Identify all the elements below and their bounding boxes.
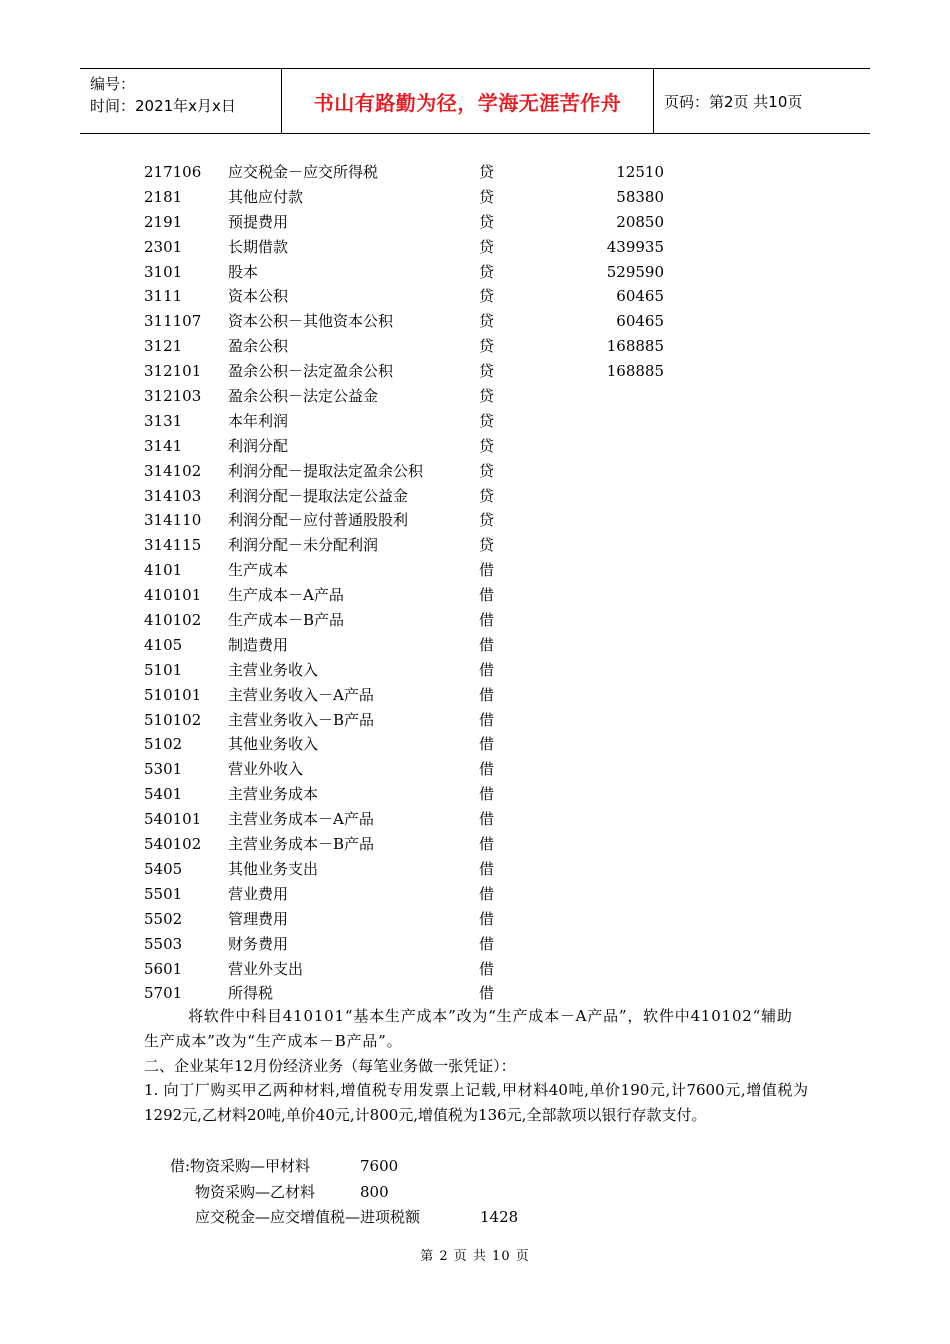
account-direction: 借 <box>479 984 495 1003</box>
account-direction: 贷 <box>479 187 495 206</box>
account-row <box>144 583 704 608</box>
account-name: 财务费用 <box>228 934 289 953</box>
account-direction: 贷 <box>479 163 495 181</box>
account-code: 5701 <box>144 984 183 1003</box>
account-direction: 贷 <box>479 287 495 306</box>
header-meta <box>80 69 282 133</box>
entry-amount: 1428 <box>480 1208 519 1227</box>
account-balance: 529590 <box>606 262 664 281</box>
account-code: 2181 <box>144 187 183 206</box>
account-code: 5101 <box>144 660 183 679</box>
account-name: 所得税 <box>228 984 274 1003</box>
account-direction: 贷 <box>479 461 495 480</box>
account-code: 410102 <box>144 611 202 630</box>
account-code: 5401 <box>144 785 183 804</box>
account-name: 盈余公积－法定公益金 <box>228 387 379 406</box>
account-balance: 168885 <box>606 337 664 356</box>
account-name: 资本公积 <box>228 287 289 306</box>
account-name: 股本 <box>228 262 259 281</box>
account-row <box>144 832 704 857</box>
account-direction: 贷 <box>479 511 495 530</box>
account-name: 应交税金－应交所得税 <box>228 163 379 181</box>
account-name: 主营业务收入 <box>228 660 319 679</box>
note-paragraph: 将软件中科目410101“基本生产成本”改为“生产成本－A产品”，软件中410102“辅助生产成本”改为“生产成本－B产品”。 <box>144 1007 793 1050</box>
account-list <box>144 160 704 1006</box>
account-name: 营业外收入 <box>228 760 304 779</box>
account-code: 312103 <box>144 387 202 406</box>
account-direction: 借 <box>479 635 495 654</box>
account-row <box>144 508 704 533</box>
account-code: 540101 <box>144 810 202 829</box>
account-direction: 贷 <box>479 436 495 455</box>
account-row <box>144 658 704 683</box>
account-balance: 168885 <box>606 362 664 381</box>
account-code: 5502 <box>144 909 183 928</box>
account-code: 3141 <box>144 436 183 455</box>
account-row <box>144 882 704 907</box>
account-direction: 借 <box>479 660 495 679</box>
account-row <box>144 409 704 434</box>
time-label: 时间：2021年x月x日 <box>90 97 236 115</box>
account-row <box>144 459 704 484</box>
account-name: 管理费用 <box>228 909 289 928</box>
account-row <box>144 807 704 832</box>
account-direction: 贷 <box>479 411 495 430</box>
entry-amount: 7600 <box>360 1157 399 1175</box>
account-direction: 借 <box>479 685 495 704</box>
account-code: 4105 <box>144 635 183 654</box>
account-code: 217106 <box>144 163 202 181</box>
account-name: 主营业务成本－A产品 <box>228 810 374 829</box>
page-header <box>80 68 870 134</box>
account-direction: 借 <box>479 785 495 804</box>
account-code: 540102 <box>144 835 202 854</box>
entry-text: 借:物资采购—甲材料 <box>170 1157 311 1175</box>
account-balance: 20850 <box>616 212 664 231</box>
account-name: 利润分配－提取法定盈余公积 <box>228 461 424 480</box>
account-name: 其他业务收入 <box>228 735 319 754</box>
account-row <box>144 608 704 633</box>
account-direction: 借 <box>479 909 495 928</box>
account-name: 本年利润 <box>228 411 289 430</box>
account-row <box>144 284 704 309</box>
account-row <box>144 309 704 334</box>
account-direction: 借 <box>479 884 495 903</box>
account-code: 311107 <box>144 312 202 331</box>
account-code: 4101 <box>144 561 183 580</box>
account-row <box>144 981 704 1006</box>
account-name: 主营业务收入－B产品 <box>228 710 375 729</box>
account-code: 314110 <box>144 511 202 530</box>
account-name: 其他业务支出 <box>228 859 319 878</box>
account-name: 预提费用 <box>228 212 289 231</box>
account-code: 314103 <box>144 486 202 505</box>
account-row <box>144 757 704 782</box>
account-row <box>144 558 704 583</box>
account-direction: 贷 <box>479 362 495 381</box>
account-name: 长期借款 <box>228 237 289 256</box>
account-name: 利润分配－提取法定公益金 <box>228 486 409 505</box>
account-direction: 贷 <box>479 262 495 281</box>
account-balance: 58380 <box>616 187 664 206</box>
account-row <box>144 160 704 185</box>
account-row <box>144 708 704 733</box>
account-row <box>144 533 704 558</box>
item-1-paragraph: 1. 向丁厂购买甲乙两种材料,增值税专用发票上记载,甲材料40吨,单价190元,计7600元,增值税为1292元,乙材料20吨,单价40元,计800元,增值税为136元,全部款项以银行存款支付。 <box>144 1081 808 1125</box>
account-row <box>144 260 704 285</box>
account-direction: 借 <box>479 735 495 754</box>
account-name: 生产成本 <box>228 561 289 580</box>
account-direction: 贷 <box>479 212 495 231</box>
account-code: 312101 <box>144 362 202 381</box>
account-name: 主营业务成本－B产品 <box>228 835 375 854</box>
account-row <box>144 359 704 384</box>
account-row <box>144 434 704 459</box>
account-direction: 贷 <box>479 536 495 555</box>
account-row <box>144 210 704 235</box>
account-name: 资本公积－其他资本公积 <box>228 312 394 331</box>
entry-amount: 800 <box>360 1182 389 1201</box>
account-direction: 借 <box>479 859 495 878</box>
section-title: 二、企业某年12月份经济业务（每笔业务做一张凭证）： <box>144 1056 516 1075</box>
account-direction: 借 <box>479 835 495 854</box>
account-code: 5503 <box>144 934 183 953</box>
account-direction: 借 <box>479 959 495 978</box>
account-name: 制造费用 <box>228 635 289 654</box>
account-row <box>144 932 704 957</box>
account-code: 510102 <box>144 710 202 729</box>
account-direction: 贷 <box>479 337 495 356</box>
account-code: 3101 <box>144 262 183 281</box>
account-name: 主营业务收入－A产品 <box>228 685 374 704</box>
account-row <box>144 782 704 807</box>
account-direction: 借 <box>479 810 495 829</box>
account-code: 3131 <box>144 411 183 430</box>
account-code: 510101 <box>144 685 202 704</box>
entry-text: 物资采购—乙材料 <box>195 1182 316 1201</box>
number-label: 编号： <box>90 75 136 93</box>
account-name: 利润分配－未分配利润 <box>228 536 379 555</box>
account-name: 主营业务成本 <box>228 785 319 804</box>
account-direction: 贷 <box>479 312 495 331</box>
account-row <box>144 633 704 658</box>
account-row <box>144 907 704 932</box>
account-name: 利润分配－应付普通股股利 <box>228 511 409 530</box>
account-name: 盈余公积－法定盈余公积 <box>228 362 394 381</box>
account-direction: 借 <box>479 561 495 580</box>
account-row <box>144 334 704 359</box>
account-direction: 借 <box>479 611 495 630</box>
account-row <box>144 732 704 757</box>
account-code: 5301 <box>144 760 183 779</box>
account-row <box>144 235 704 260</box>
account-code: 5501 <box>144 884 183 903</box>
account-name: 生产成本－B产品 <box>228 611 345 630</box>
account-code: 3111 <box>144 287 183 306</box>
account-direction: 贷 <box>479 237 495 256</box>
account-direction: 借 <box>479 934 495 953</box>
page-footer: 第 2 页 共 10 页 <box>420 1249 530 1264</box>
account-direction: 贷 <box>479 486 495 505</box>
account-row <box>144 384 704 409</box>
account-code: 3121 <box>144 337 183 356</box>
account-name: 营业费用 <box>228 884 289 903</box>
account-direction: 贷 <box>479 387 495 406</box>
account-code: 2191 <box>144 212 183 231</box>
account-name: 利润分配 <box>228 436 289 455</box>
account-row <box>144 185 704 210</box>
account-code: 410101 <box>144 586 202 605</box>
account-name: 盈余公积 <box>228 337 289 356</box>
entry-text: 应交税金—应交增值税—进项税额 <box>195 1208 421 1227</box>
account-row <box>144 957 704 982</box>
account-code: 314115 <box>144 536 202 555</box>
account-code: 314102 <box>144 461 202 480</box>
account-row <box>144 857 704 882</box>
body-text <box>144 1004 808 1128</box>
account-code: 5601 <box>144 959 183 978</box>
account-name: 其他应付款 <box>228 187 304 206</box>
account-row <box>144 484 704 509</box>
account-balance: 60465 <box>616 287 664 306</box>
account-name: 生产成本－A产品 <box>228 586 344 605</box>
account-name: 营业外支出 <box>228 959 304 978</box>
account-balance: 439935 <box>606 237 664 256</box>
header-page-info: 页码：第2页 共10页 <box>664 92 803 111</box>
header-motto: 书山有路勤为径，学海无涯苦作舟 <box>282 69 654 133</box>
account-direction: 借 <box>479 710 495 729</box>
account-code: 2301 <box>144 237 183 256</box>
account-code: 5405 <box>144 859 183 878</box>
account-code: 5102 <box>144 735 183 754</box>
account-balance: 12510 <box>616 163 664 181</box>
account-direction: 借 <box>479 760 495 779</box>
account-direction: 借 <box>479 586 495 605</box>
account-balance: 60465 <box>616 312 664 331</box>
account-row <box>144 683 704 708</box>
